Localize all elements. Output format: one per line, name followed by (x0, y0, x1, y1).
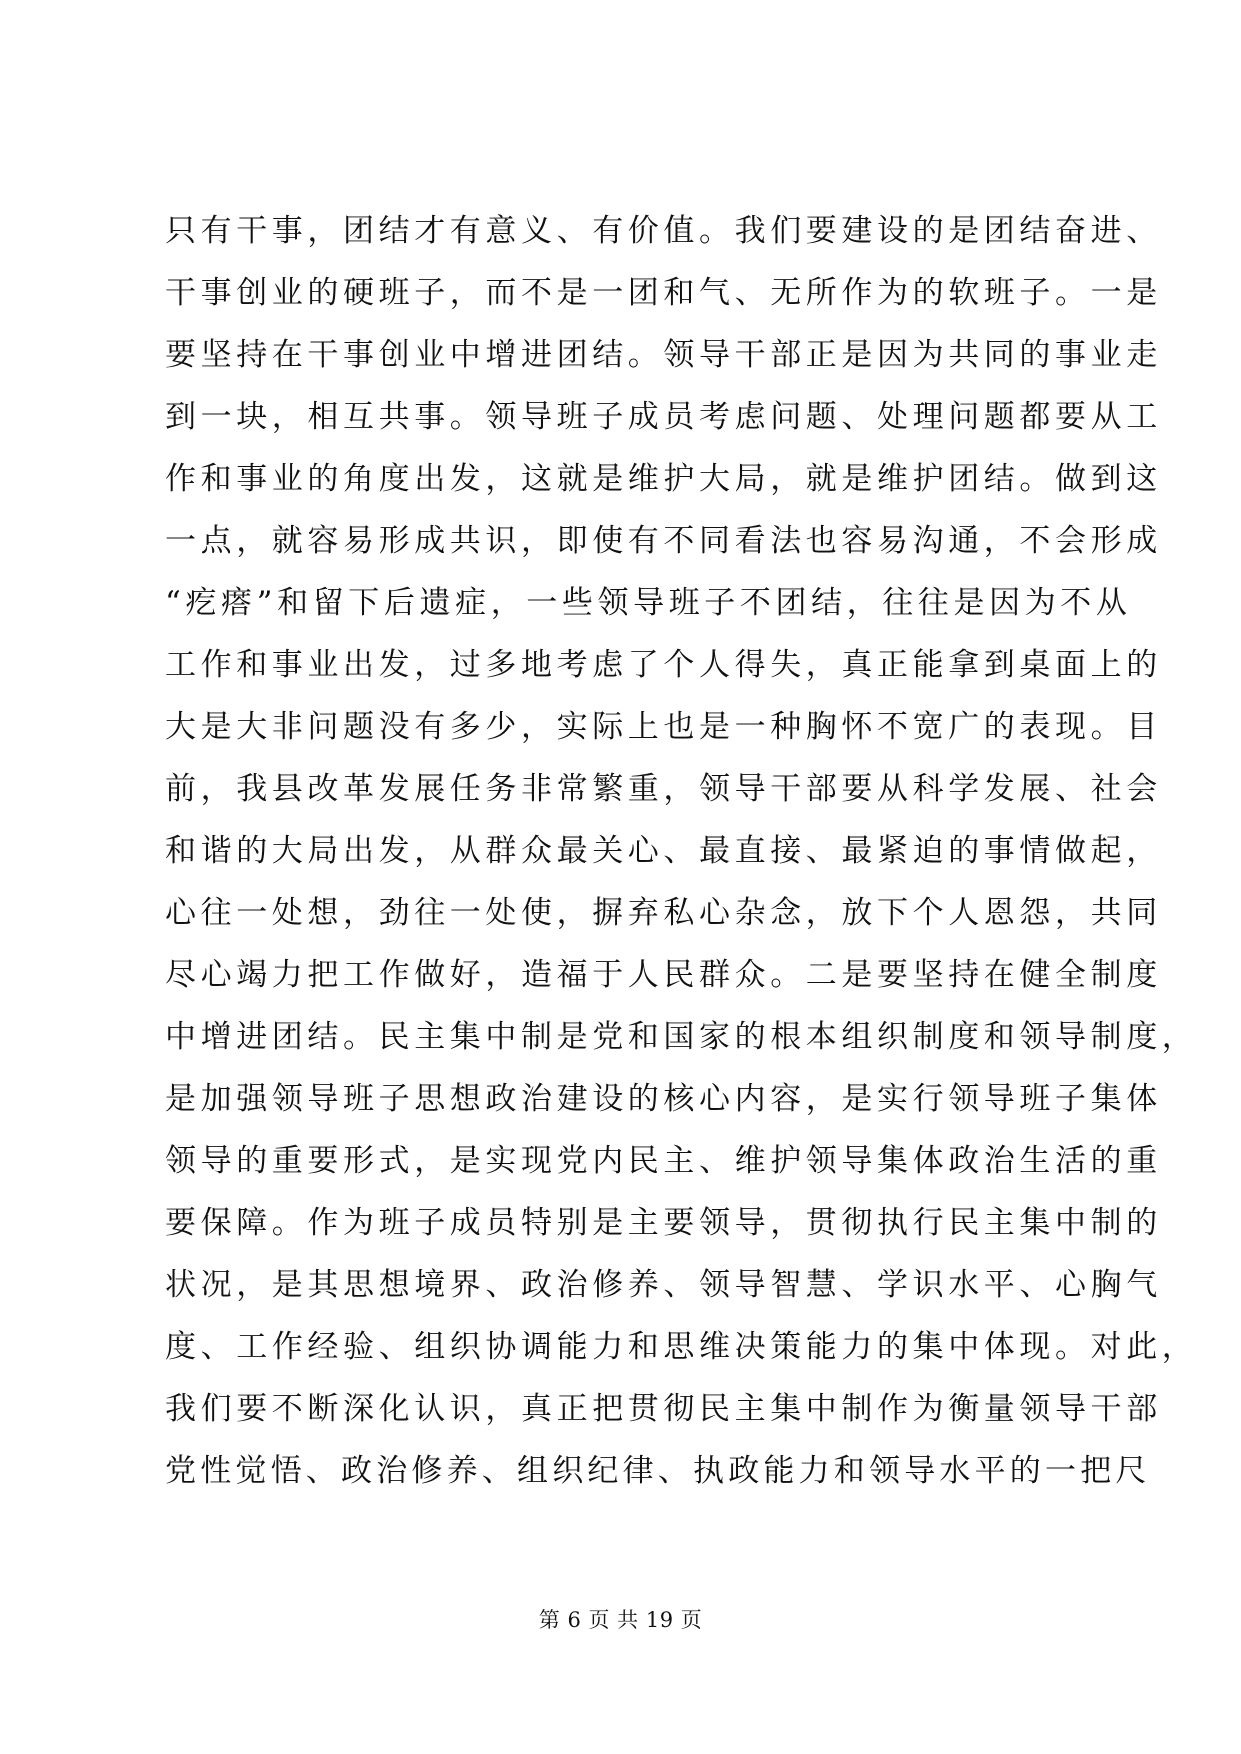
text-line: 工作和事业出发，过多地考虑了个人得失，真正能拿到桌面上的 (165, 647, 1162, 683)
text-line: 只有干事，团结才有意义、有价值。我们要建设的是团结奋进、 (165, 213, 1162, 249)
text-line: 大是大非问题没有多少，实际上也是一种胸怀不宽广的表现。目 (165, 709, 1162, 745)
text-line: 党性觉悟、政治修养、组织纪律、执政能力和领导水平的一把尺 (165, 1453, 1151, 1489)
text-line: 到一块，相互共事。领导班子成员考虑问题、处理问题都要从工 (165, 399, 1162, 435)
text-line: 度、工作经验、组织协调能力和思维决策能力的集中体现。对此， (165, 1329, 1198, 1365)
text-line: 我们要不断深化认识，真正把贯彻民主集中制作为衡量领导干部 (165, 1391, 1162, 1427)
text-line: 是加强领导班子思想政治建设的核心内容，是实行领导班子集体 (165, 1081, 1162, 1117)
text-line: 状况，是其思想境界、政治修养、领导智慧、学识水平、心胸气 (165, 1267, 1162, 1303)
text-line: 前，我县改革发展任务非常繁重，领导干部要从科学发展、社会 (165, 771, 1162, 807)
text-line: 尽心竭力把工作做好，造福于人民群众。二是要坚持在健全制度 (165, 957, 1162, 993)
text-line: 一点，就容易形成共识，即使有不同看法也容易沟通，不会形成 (165, 523, 1162, 559)
text-line: 和谐的大局出发，从群众最关心、最直接、最紧迫的事情做起， (165, 833, 1162, 869)
page-number-footer: 第 6 页 共 19 页 (538, 1608, 703, 1632)
text-line: “疙瘩”和留下后遗症，一些领导班子不团结，往往是因为不从 (165, 585, 1132, 621)
text-line: 心往一处想，劲往一处使，摒弃私心杂念，放下个人恩怨，共同 (165, 895, 1162, 931)
text-line: 领导的重要形式，是实现党内民主、维护领导集体政治生活的重 (165, 1143, 1162, 1179)
text-line: 作和事业的角度出发，这就是维护大局，就是维护团结。做到这 (165, 461, 1162, 497)
text-line: 要保障。作为班子成员特别是主要领导，贯彻执行民主集中制的 (165, 1205, 1162, 1241)
text-line: 干事创业的硬班子，而不是一团和气、无所作为的软班子。一是 (165, 275, 1162, 311)
body-text (165, 200, 1198, 1502)
text-line: 要坚持在干事创业中增进团结。领导干部正是因为共同的事业走 (165, 337, 1162, 373)
text-line: 中增进团结。民主集中制是党和国家的根本组织制度和领导制度， (165, 1019, 1198, 1055)
